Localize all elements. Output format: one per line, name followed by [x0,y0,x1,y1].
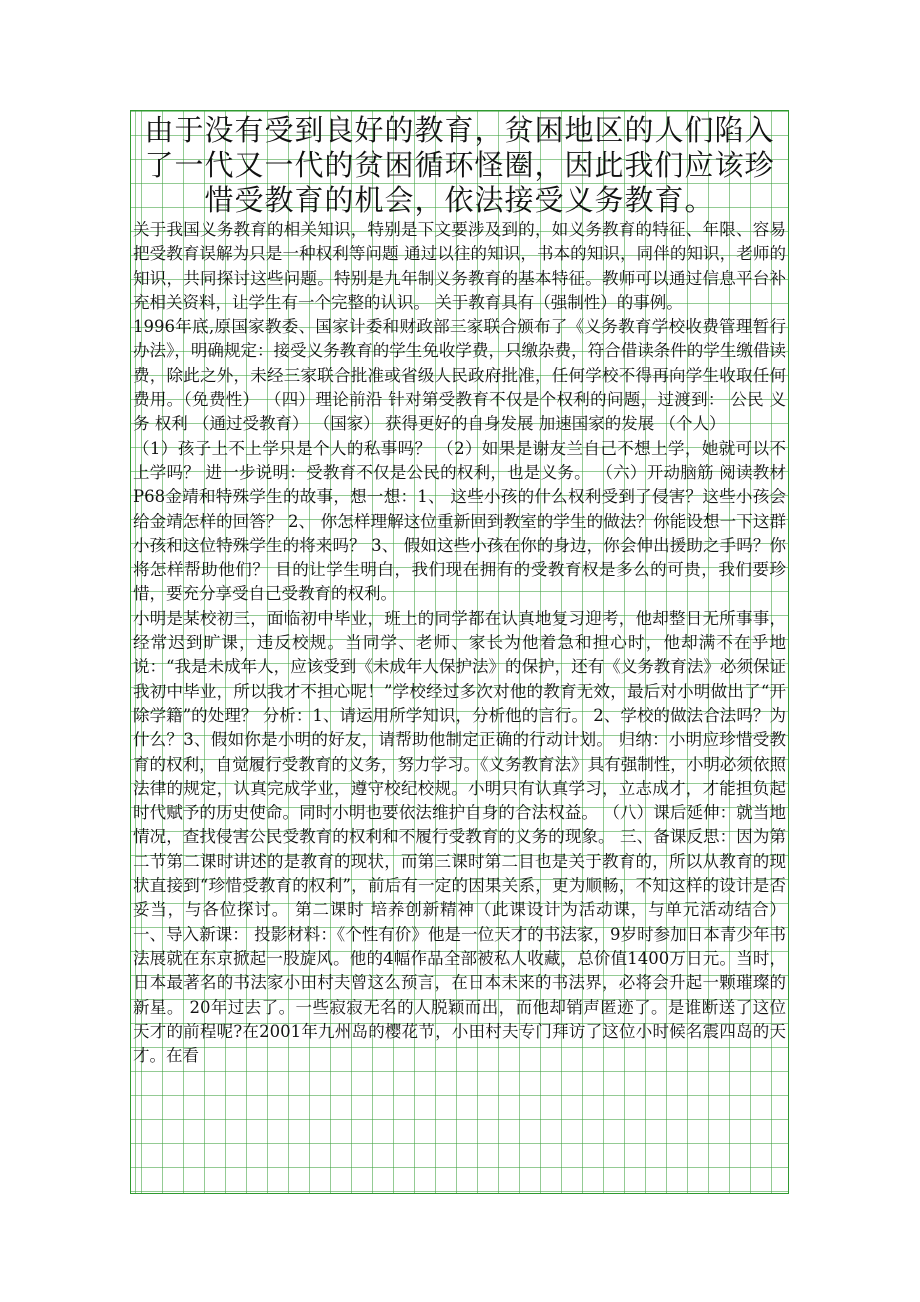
document-page [130,110,789,1194]
paragraph-2: 1996年底,原国家教委、国家计委和财政部三家联合颁布了《义务教育学校收费管理暂行办法》，明确规定：接受义务教育的学生免收学费，只缴杂费，符合借读条件的学生缴借读费，除此之外，未经三家联合批准或省级人民政府批准，任何学校不得再向学生收取任何费用。（免费性） （四）理论前沿 针对第受教育不仅是个权利的问题，过渡到： 公民 义务 权利 （通过受教育） （国家） 获得更好的自身发展 加速国家的发展 （个人） [133,317,786,434]
document-title: 由于没有受到良好的教育，贫困地区的人们陷入了一代又一代的贫困循环怪圈，因此我们应该珍惜受教育的机会，依法接受义务教育。 [144,113,775,217]
document-body [131,218,788,1068]
paragraph-4: 小明是某校初三，面临初中毕业，班上的同学都在认真地复习迎考，他却整日无所事事，经常迟到旷课，违反校规。当同学、老师、家长为他着急和担心时，他却满不在乎地说：“我是未成年人，应该受到《未成年人保护法》的保护，还有《义务教育法》必须保证我初中毕业，所以我才不担心呢！”学校经过多次对他的教育无效，最后对小明做出了“开除学籍”的处理？ 分析：1、请运用所学知识，分析他的言行。 2、学校的做法合法吗？为什么？3、假如你是小明的好友，请帮助他制定正确的行动计划。 归纳：小明应珍惜受教育的权利，自觉履行受教育的义务，努力学习。《义务教育法》具有强制性，小明必须依照法律的规定，认真完成学业，遵守校纪校规。小明只有认真学习，立志成才，才能担负起时代赋予的历史使命。同时小明也要依法维护自身的合法权益。 （八）课后延伸：就当地情况，查找侵害公民受教育的权利和不履行受教育的义务的现象。 三、备课反思：因为第二节第二课时讲述的是教育的现状，而第三课时第二目也是关于教育的，所以从教育的现状直接到“珍惜受教育的权利”，前后有一定的因果关系，更为顺畅，不知这样的设计是否妥当，与各位探讨。 第二课时 培养创新精神（此课设计为活动课，与单元活动结合） 一、导入新课： 投影材料：《个性有价》他是一位天才的书法家，9岁时参加日本青少年书法展就在东京掀起一股旋风。他的4幅作品全部被私人收藏，总价值1400万日元。当时，日本最著名的书法家小田村夫曾这么预言，在日本未来的书法界，必将会升起一颗璀璨的新星。 20年过去了。一些寂寂无名的人脱颖而出，而他却销声匿迹了。是谁断送了这位天才的前程呢?在2001年九州岛的樱花节，小田村夫专门拜访了这位小时候名震四岛的天才。在看 [133,608,786,1066]
paragraph-3: （1）孩子上不上学只是个人的私事吗？ （2）如果是谢友兰自己不想上学，她就可以不上学吗？ 进一步说明：受教育不仅是公民的权利，也是义务。 （六）开动脑筋 阅读教材P68金靖和特殊学生的故事，想一想：1、 这些小孩的什么权利受到了侵害？这些小孩会给金靖怎样的回答？ 2、 你怎样理解这位重新回到教室的学生的做法？你能设想一下这群小孩和这位特殊学生的将来吗？ 3、 假如这些小孩在你的身边，你会伸出援助之手吗？你将怎样帮助他们？ 目的让学生明白，我们现在拥有的受教育权是多么的可贵，我们要珍惜，要充分享受自己受教育的权利。 [133,438,786,604]
paragraph-1: 关于我国义务教育的相关知识，特别是下文要涉及到的，如义务教育的特征、年限、容易把受教育误解为只是一种权利等问题 通过以往的知识，书本的知识，同伴的知识，老师的知识，共同探讨这些问题。特别是九年制义务教育的基本特征。教师可以通过信息平台补充相关资料，让学生有一个完整的认识。 关于教育具有（强制性）的事例。 [133,220,786,312]
